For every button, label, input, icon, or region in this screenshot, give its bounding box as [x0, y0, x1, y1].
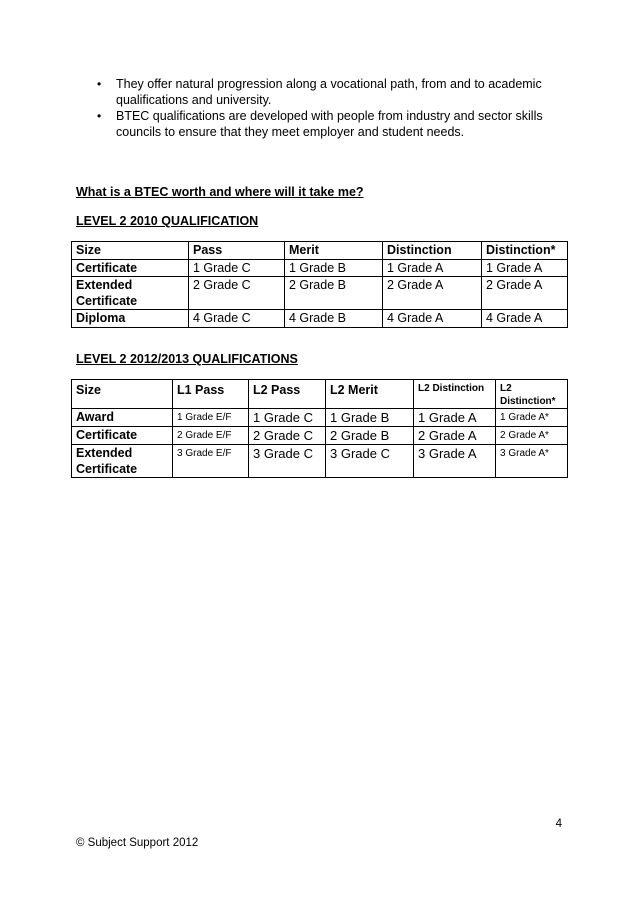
- row-label: Certificate: [72, 427, 173, 445]
- section-heading: What is a BTEC worth and where will it take me?: [76, 185, 364, 199]
- table-cell: 1 Grade A*: [496, 409, 568, 427]
- row-label: Diploma: [72, 310, 189, 328]
- table-cell: 2 Grade A*: [496, 427, 568, 445]
- header-cell: L2 Merit: [326, 380, 414, 409]
- row-label: Certificate: [72, 259, 189, 277]
- table-row: [72, 427, 568, 445]
- table-cell: 2 Grade C: [189, 277, 285, 310]
- table-row: [72, 277, 568, 310]
- table-cell: 2 Grade A: [414, 427, 496, 445]
- header-cell: Distinction: [383, 242, 482, 260]
- page-number: 4: [555, 818, 562, 830]
- table-cell: 4 Grade C: [189, 310, 285, 328]
- bullet-item: • They offer natural progression along a vocational path, from and to academic qualifications and university.: [76, 76, 546, 108]
- header-cell: L2 Distinction: [414, 380, 496, 409]
- bullet-list: [76, 76, 546, 140]
- table-cell: 3 Grade A: [414, 445, 496, 478]
- bullet-item: • BTEC qualifications are developed with people from industry and sector skills councils to ensure that they meet employer and student needs.: [76, 108, 546, 140]
- header-cell: Distinction*: [482, 242, 568, 260]
- table-cell: 1 Grade A: [383, 259, 482, 277]
- level2-2010-table: [71, 241, 568, 328]
- table-cell: 4 Grade B: [285, 310, 383, 328]
- row-label: Extended Certificate: [72, 445, 173, 478]
- table-header-row: [72, 242, 568, 260]
- table-cell: 3 Grade C: [326, 445, 414, 478]
- table-cell: 4 Grade A: [482, 310, 568, 328]
- header-cell: L1 Pass: [173, 380, 249, 409]
- level2-2012-2013-table: [71, 379, 568, 478]
- table-header-row: [72, 380, 568, 409]
- header-cell: L2 Pass: [249, 380, 326, 409]
- table-cell: 1 Grade A: [482, 259, 568, 277]
- header-cell: Pass: [189, 242, 285, 260]
- table-cell: 2 Grade B: [285, 277, 383, 310]
- table-cell: 2 Grade C: [249, 427, 326, 445]
- table-cell: 1 Grade B: [285, 259, 383, 277]
- table-cell: 2 Grade A: [482, 277, 568, 310]
- header-cell: L2 Distinction*: [496, 380, 568, 409]
- table-cell: 2 Grade A: [383, 277, 482, 310]
- row-label: Extended Certificate: [72, 277, 189, 310]
- table2-heading: LEVEL 2 2012/2013 QUALIFICATIONS: [76, 352, 298, 366]
- table-cell: 3 Grade E/F: [173, 445, 249, 478]
- table-cell: 2 Grade B: [326, 427, 414, 445]
- table-cell: 4 Grade A: [383, 310, 482, 328]
- table-cell: 1 Grade C: [189, 259, 285, 277]
- table-row: [72, 445, 568, 478]
- table1-heading: LEVEL 2 2010 QUALIFICATION: [76, 214, 259, 228]
- header-cell: Size: [72, 380, 173, 409]
- table-cell: 3 Grade A*: [496, 445, 568, 478]
- table-row: [72, 259, 568, 277]
- table-cell: 1 Grade B: [326, 409, 414, 427]
- table-cell: 3 Grade C: [249, 445, 326, 478]
- row-label: Award: [72, 409, 173, 427]
- table-row: [72, 409, 568, 427]
- table-cell: 1 Grade E/F: [173, 409, 249, 427]
- table-cell: 1 Grade A: [414, 409, 496, 427]
- header-cell: Merit: [285, 242, 383, 260]
- table-cell: 1 Grade C: [249, 409, 326, 427]
- header-cell: Size: [72, 242, 189, 260]
- table-cell: 2 Grade E/F: [173, 427, 249, 445]
- table-row: [72, 310, 568, 328]
- footer-copyright: © Subject Support 2012: [76, 837, 199, 849]
